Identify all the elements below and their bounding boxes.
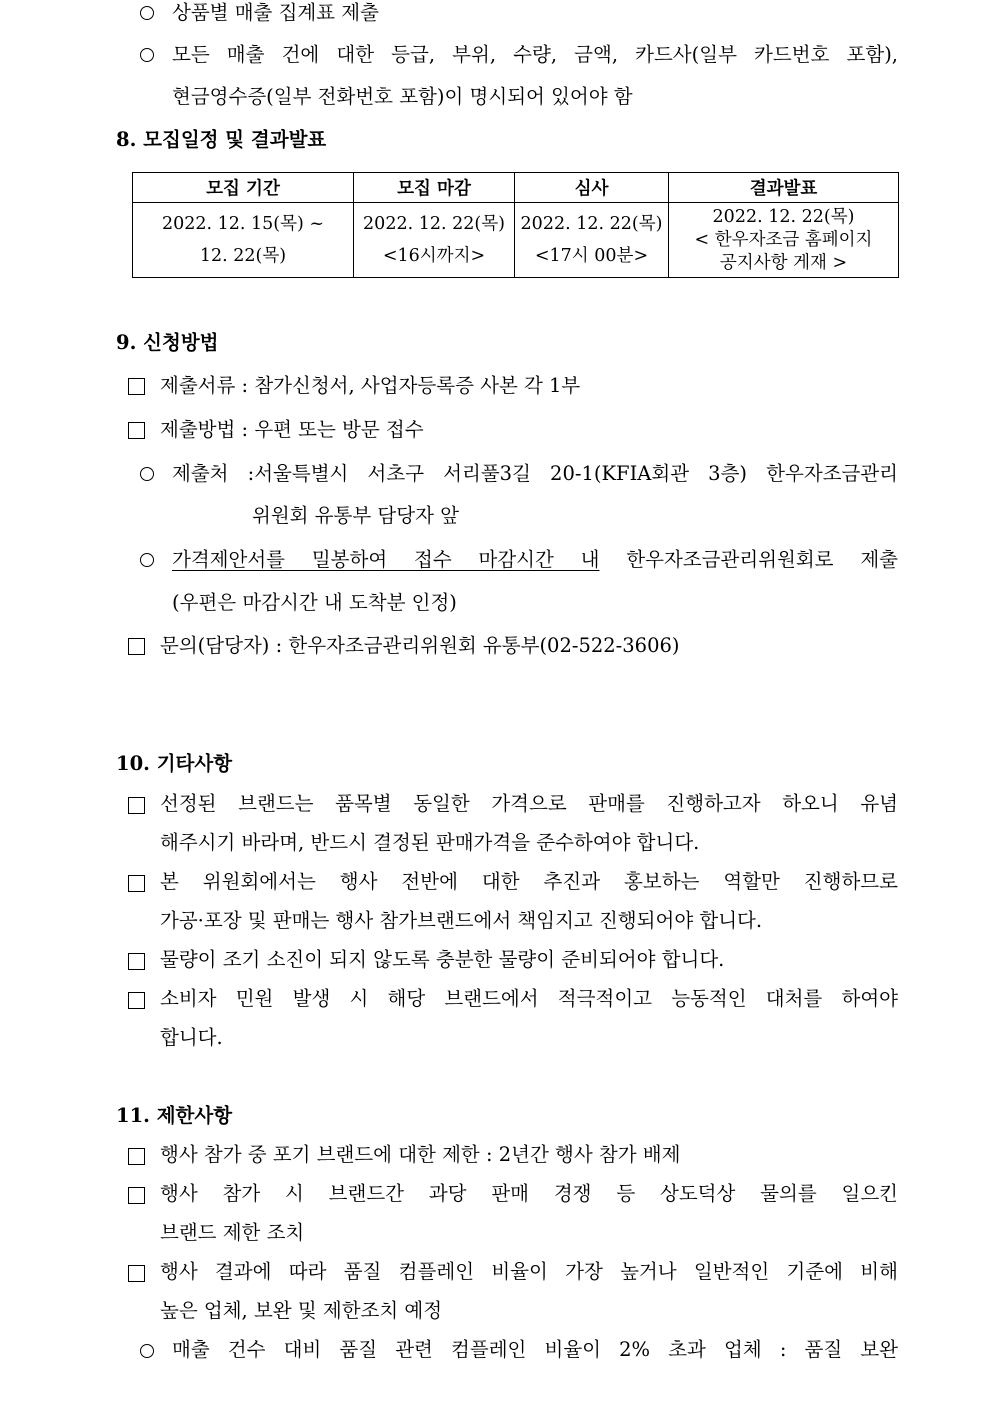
square-bullet-icon — [128, 797, 145, 814]
notice-1-line-2: 해주시기 바라며, 반드시 결정된 판매가격을 준수하여야 합니다. — [160, 831, 700, 854]
deadline-date: 2022. 12. 22(목) — [363, 214, 505, 234]
circle-bullet-icon — [140, 6, 154, 20]
square-bullet-icon — [128, 1187, 145, 1204]
review-time: <17시 00분> — [534, 246, 649, 266]
result-where: < 한우자조금 홈페이지 — [694, 229, 873, 250]
square-bullet-icon — [128, 1148, 145, 1165]
submit-method-line: 제출방법 : 우편 또는 방문 접수 — [160, 418, 424, 441]
sealed-proposal-line-1 — [172, 547, 898, 573]
section-11-heading: 11. 제한사항 — [116, 1104, 233, 1127]
schedule-header-row — [133, 173, 899, 203]
restriction-sub-line: 매출 건수 대비 품질 관련 컴플레인 비율이 2% 초과 업체 : 품질 보완 — [172, 1338, 898, 1361]
restriction-3-line-1: 행사 결과에 따라 품질 컴플레인 비율이 가장 높거나 일반적인 기준에 비해 — [160, 1260, 898, 1283]
notice-2-line-1: 본 위원회에서는 행사 전반에 대한 추진과 홍보하는 역할만 진행하므로 — [160, 870, 898, 893]
circle-bullet-icon — [140, 553, 154, 567]
circle-bullet-icon — [140, 467, 154, 481]
section-9-heading: 9. 신청방법 — [116, 331, 219, 354]
sales-detail-line-2: 현금영수증(일부 전화번호 포함)이 명시되어 있어야 함 — [172, 85, 633, 108]
notice-4-line-1: 소비자 민원 발생 시 해당 브랜드에서 적극적이고 능동적인 대처를 하여야 — [160, 987, 898, 1010]
square-bullet-icon — [128, 378, 145, 395]
restriction-2-line-1: 행사 참가 시 브랜드간 과당 판매 경쟁 등 상도덕상 물의를 일으킨 — [160, 1182, 898, 1205]
square-bullet-icon — [128, 953, 145, 970]
header-review: 심사 — [515, 173, 669, 203]
restriction-2-line-2: 브랜드 제한 조치 — [160, 1221, 305, 1244]
restriction-3-line-2: 높은 업체, 보완 및 제한조치 예정 — [160, 1299, 443, 1322]
square-bullet-icon — [128, 422, 145, 439]
period-end: 12. 22(목) — [199, 246, 287, 266]
deadline-time: <16시까지> — [382, 246, 486, 266]
result-notice: 공지사항 게재 > — [719, 252, 848, 273]
notice-4-line-2: 합니다. — [160, 1026, 223, 1049]
result-date: 2022. 12. 22(목) — [712, 206, 855, 227]
section-10-heading: 10. 기타사항 — [116, 752, 233, 775]
square-bullet-icon — [128, 1265, 145, 1282]
period-start: 2022. 12. 15(목) ~ — [161, 214, 325, 234]
header-deadline: 모집 마감 — [354, 173, 515, 203]
section-8-heading: 8. 모집일정 및 결과발표 — [116, 128, 327, 151]
header-result: 결과발표 — [669, 173, 899, 203]
sealed-proposal-rest: 한우자조금관리위원회로 제출 — [599, 548, 898, 571]
notice-3-line: 물량이 조기 소진이 되지 않도록 충분한 물량이 준비되어야 합니다. — [160, 948, 725, 971]
circle-bullet-icon — [140, 48, 154, 62]
square-bullet-icon — [128, 992, 145, 1009]
square-bullet-icon — [128, 875, 145, 892]
submit-destination-line-1: 제출처 :서울특별시 서초구 서리풀3길 20-1(KFIA회관 3층) 한우자조금관리 — [172, 462, 898, 485]
sales-summary-line: 상품별 매출 집계표 제출 — [172, 1, 379, 24]
square-bullet-icon — [128, 638, 145, 655]
notice-2-line-2: 가공·포장 및 판매는 행사 참가브랜드에서 책임지고 진행되어야 합니다. — [160, 909, 763, 932]
restriction-1-line: 행사 참가 중 포기 브랜드에 대한 제한 : 2년간 행사 참가 배제 — [160, 1143, 681, 1166]
schedule-table — [132, 172, 899, 278]
sales-detail-line-1: 모든 매출 건에 대한 등급, 부위, 수량, 금액, 카드사(일부 카드번호 포함), — [172, 43, 898, 66]
sealed-proposal-line-2: (우편은 마감시간 내 도착분 인정) — [172, 591, 457, 614]
cell-review — [515, 203, 669, 278]
contact-line: 문의(담당자) : 한우자조금관리위원회 유통부(02-522-3606) — [160, 634, 680, 657]
sealed-proposal-underlined: 가격제안서를 밀봉하여 접수 마감시간 내 — [172, 548, 600, 571]
cell-period — [133, 203, 354, 278]
notice-1-line-1: 선정된 브랜드는 품목별 동일한 가격으로 판매를 진행하고자 하오니 유념 — [160, 792, 898, 815]
cell-deadline — [354, 203, 515, 278]
circle-bullet-icon — [140, 1344, 154, 1358]
submit-destination-line-2: 위원회 유통부 담당자 앞 — [252, 504, 459, 527]
review-date: 2022. 12. 22(목) — [520, 214, 663, 234]
header-period: 모집 기간 — [133, 173, 354, 203]
schedule-data-row — [133, 203, 899, 278]
submit-docs-line: 제출서류 : 참가신청서, 사업자등록증 사본 각 1부 — [160, 374, 581, 397]
cell-result — [669, 203, 899, 278]
